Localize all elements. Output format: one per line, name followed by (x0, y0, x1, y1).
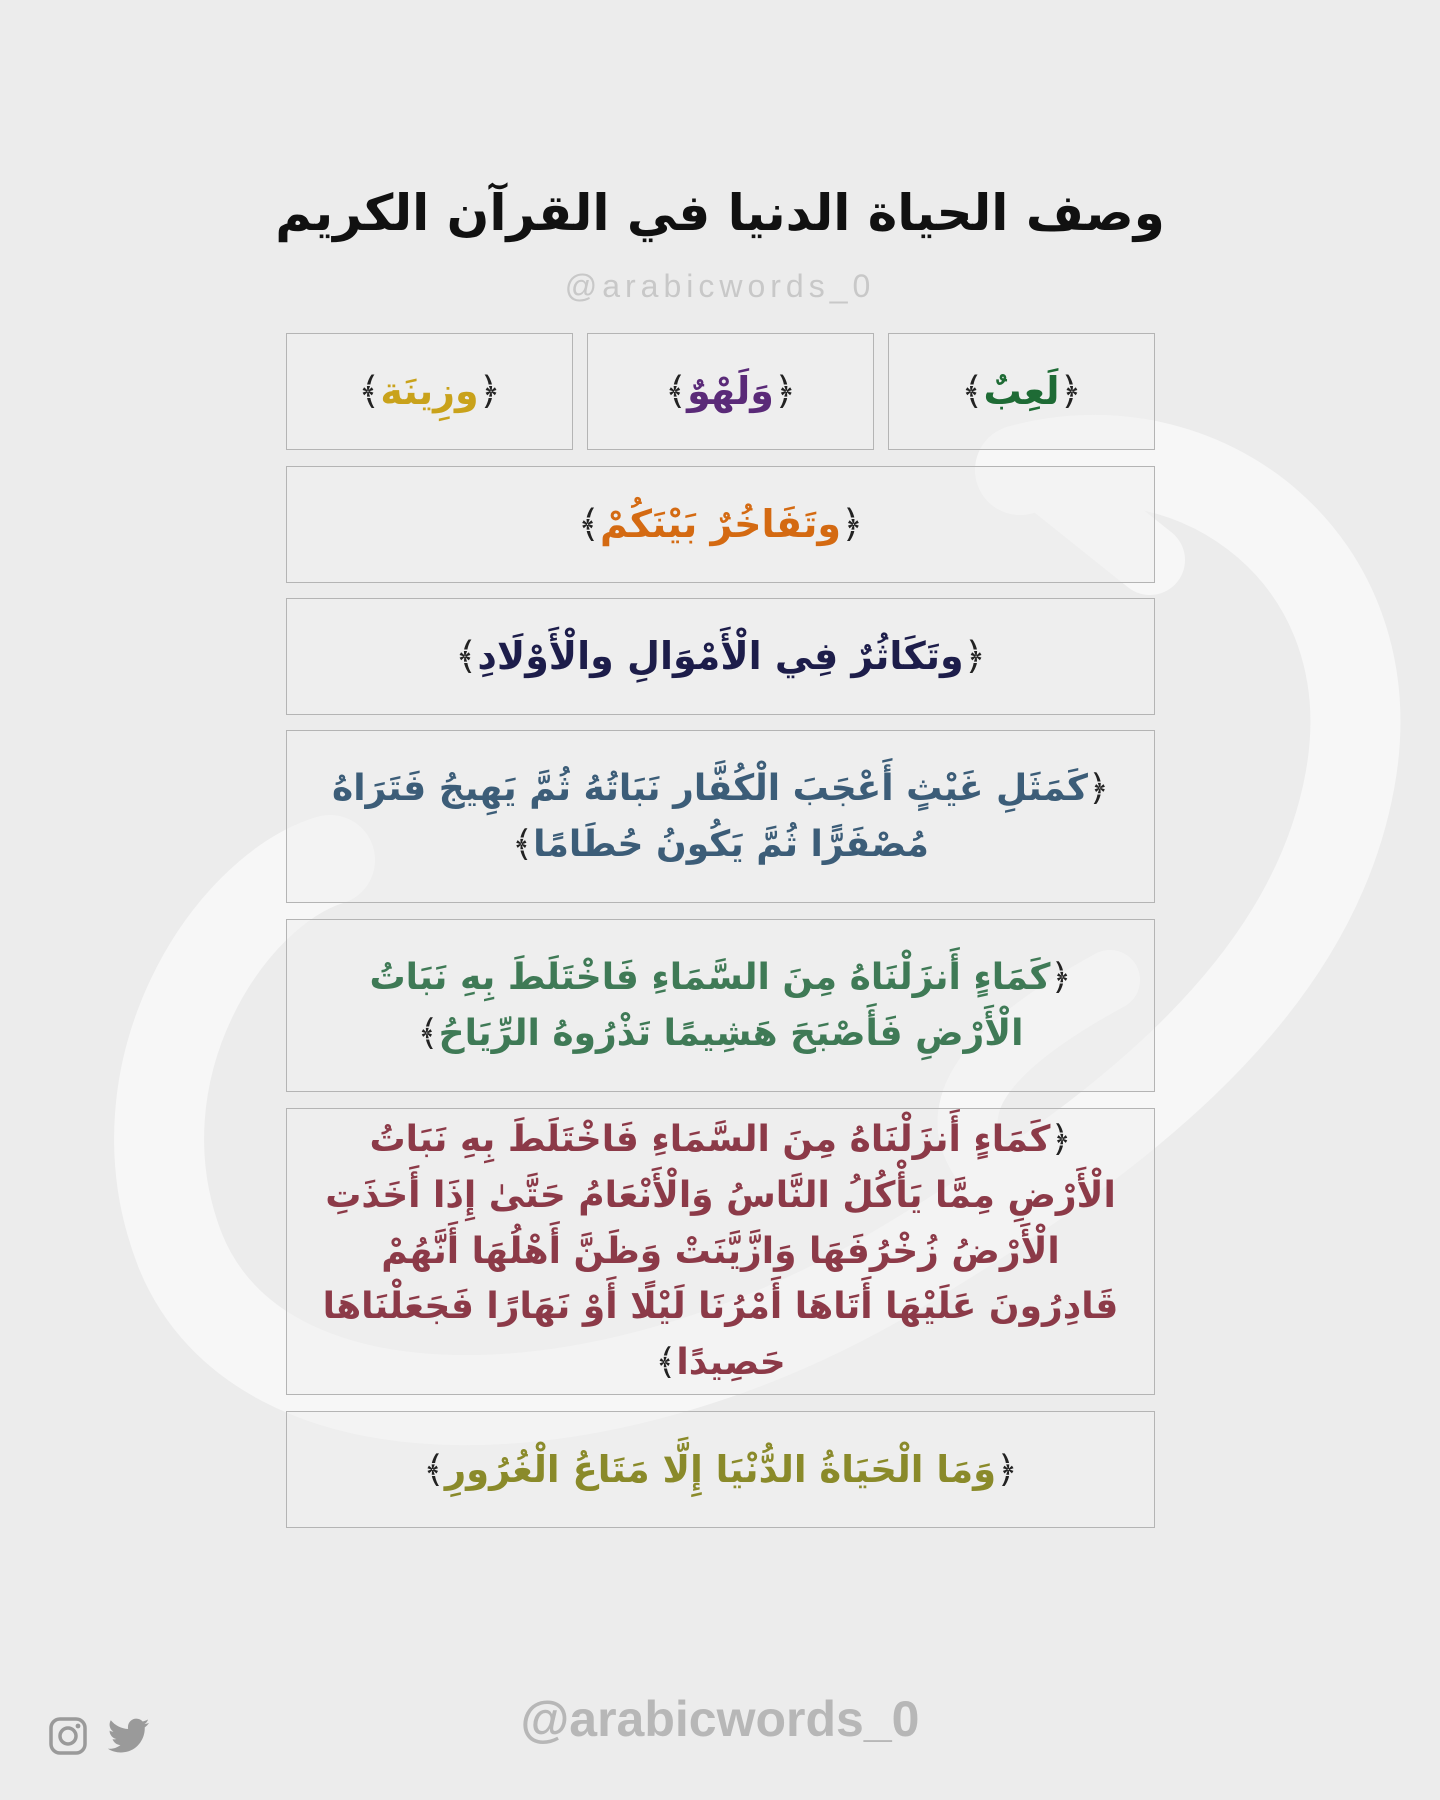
phrase-box-5 (286, 598, 1155, 715)
phrase-box-4 (286, 466, 1155, 583)
phrase-label-9: وَمَا الْحَيَاةُ الدُّنْيَا إِلَّا مَتَاعُ الْغُرُورِ (444, 1447, 997, 1491)
twitter-icon (108, 1718, 150, 1754)
phrase-box-3 (286, 333, 573, 450)
page-title: وصف الحياة الدنيا في القرآن الكريم (275, 184, 1165, 242)
ornament-open: ﴿ (963, 634, 986, 679)
phrase-label-2: وَلَهْوٌ (687, 369, 774, 414)
ornament-open: ﴿ (1050, 1119, 1072, 1160)
top-handle: @arabicwords_0 (564, 268, 876, 304)
phrase-text-4 (578, 495, 863, 554)
phrase-text-6 (317, 761, 1124, 873)
phrase-label-7: كَمَاءٍ أَنزَلْنَاهُ مِنَ السَّمَاءِ فَاخْتَلَطَ بِهِ نَبَاتُ الْأَرْضِ فَأَصْبَحَ هَشِيمًا تَذْرُوهُ الرِّيَاحُ (369, 956, 1051, 1054)
phrase-box-6 (286, 730, 1155, 903)
ornament-close: ﴾ (455, 634, 478, 679)
ornament-close: ﴾ (358, 369, 381, 414)
phrase-label-6: كَمَثَلِ غَيْثٍ أَعْجَبَ الْكُفَّار نَبَاتُهُ ثُمَّ يَهِيجُ فَتَرَاهُ مُصْفَرًّا ثُمَّ يَكُونُ حُطَامًا (331, 767, 1088, 865)
phrase-text-7 (317, 950, 1124, 1062)
phrase-text-9 (423, 1441, 1018, 1498)
phrase-box-7 (286, 919, 1155, 1092)
phrase-label-5: وتَكَاثُرٌ فِي الْأَمْوَالِ والْأَوْلَادِ (477, 634, 964, 679)
phrase-box-1 (888, 333, 1155, 450)
phrase-label-4: وتَفَاخُرٌ بَيْنَكُمْ (600, 502, 841, 547)
phrase-text-2 (665, 362, 796, 421)
twitter-link[interactable] (106, 1714, 152, 1758)
instagram-icon (48, 1716, 88, 1756)
bottom-handle: @arabicwords_0 (520, 1691, 920, 1747)
ornament-close: ﴾ (417, 1012, 439, 1054)
phrase-box-2 (587, 333, 874, 450)
phrase-text-8 (311, 1112, 1130, 1391)
ornament-close: ﴾ (961, 369, 984, 414)
phrase-text-3 (358, 362, 501, 421)
ornament-open: ﴿ (840, 502, 864, 547)
phrase-text-1 (961, 362, 1081, 421)
ornament-close: ﴾ (423, 1447, 445, 1491)
ornament-open: ﴿ (1050, 956, 1072, 998)
phrase-label-8: كَمَاءٍ أَنزَلْنَاهُ مِنَ السَّمَاءِ فَاخْتَلَطَ بِهِ نَبَاتُ الْأَرْضِ مِمَّا يَأْكُلُ النَّاسُ وَالْأَنْعَامُ حَتَّىٰ إِذَا أَخَذَتِ الْأَرْضُ زُخْرُفَهَا وَازَّيَّنَتْ وَظَنَّ أَهْلُهَا أَنَّهُمْ قَادِرُونَ عَلَيْهَا أَتَاهَا أَمْرُنَا لَيْلًا أَوْ نَهَارًا فَجَعَلْنَاهَا حَصِيدًا (322, 1119, 1119, 1384)
instagram-link[interactable] (46, 1714, 90, 1758)
phrase-box-9 (286, 1411, 1155, 1528)
ornament-open: ﴿ (1059, 369, 1082, 414)
ornament-open: ﴿ (1087, 767, 1110, 809)
ornament-close: ﴾ (512, 823, 534, 865)
ornament-close: ﴾ (664, 369, 688, 414)
ornament-close: ﴾ (577, 502, 601, 547)
phrase-text-5 (455, 627, 986, 686)
phrase-label-3: وزِينَة (380, 369, 479, 414)
ornament-open: ﴿ (996, 1447, 1018, 1491)
phrase-box-8 (286, 1108, 1155, 1395)
ornament-close: ﴾ (655, 1342, 677, 1384)
phrase-label-1: لَعِبٌ (983, 369, 1060, 414)
ornament-open: ﴿ (478, 369, 501, 414)
ornament-open: ﴿ (773, 369, 797, 414)
